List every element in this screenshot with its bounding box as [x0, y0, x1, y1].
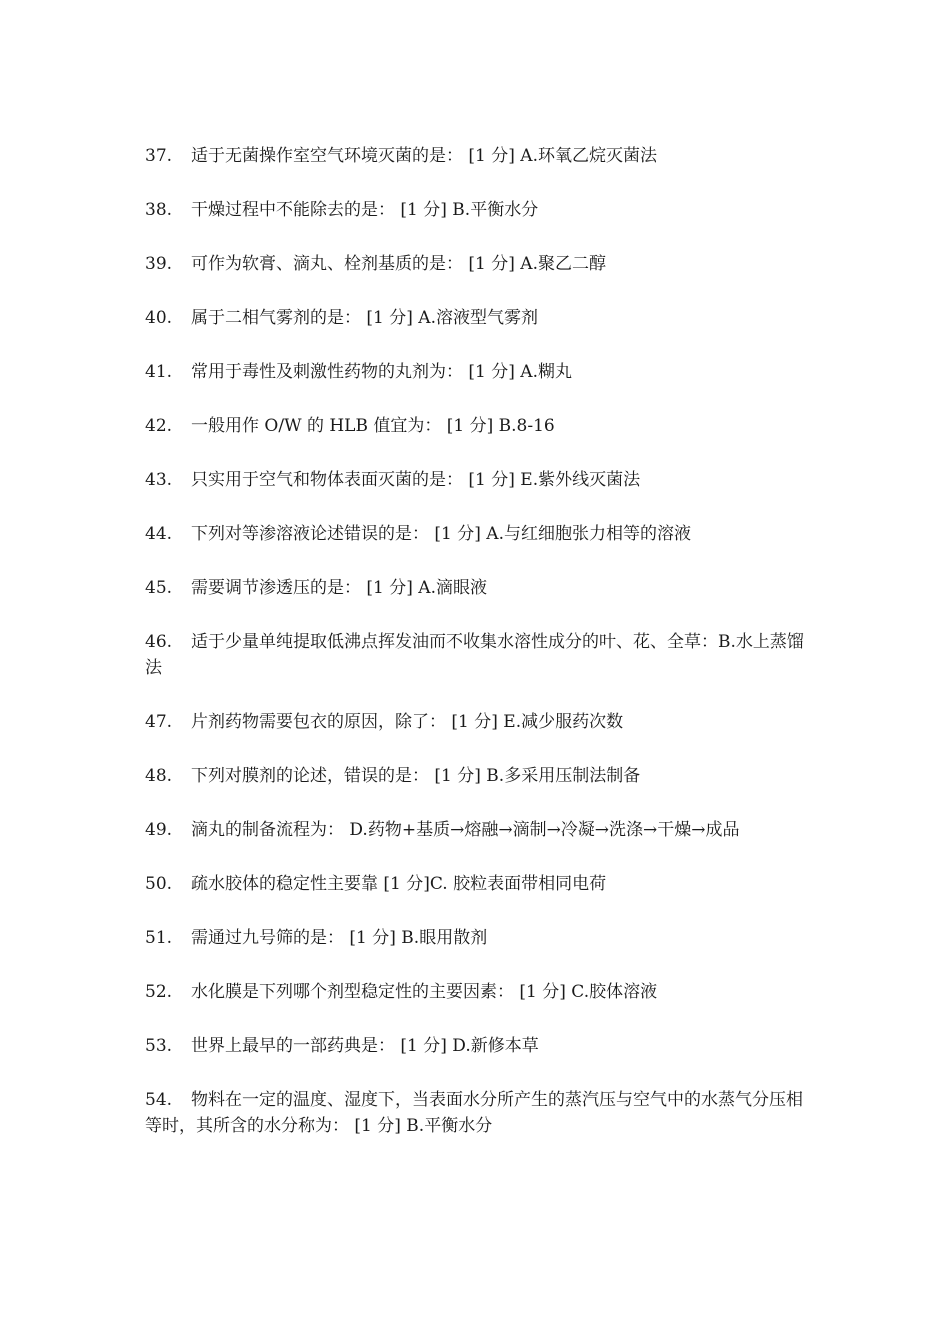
question-number: 44.	[145, 524, 173, 544]
question-item	[145, 251, 810, 277]
question-number: 42.	[145, 416, 173, 436]
question-number: 40.	[145, 308, 173, 328]
question-item	[145, 979, 810, 1005]
question-number: 41.	[145, 362, 173, 382]
question-item	[145, 763, 810, 789]
question-number: 50.	[145, 874, 173, 894]
question-number: 37.	[145, 146, 173, 166]
question-text: 一般用作 O/W 的 HLB 值宜为： [1 分] B.8-16	[191, 416, 555, 436]
question-text: 属于二相气雾剂的是： [1 分] A.溶液型气雾剂	[191, 308, 538, 328]
question-item	[145, 359, 810, 385]
question-text: 疏水胶体的稳定性主要靠 [1 分]C. 胶粒表面带相同电荷	[191, 874, 607, 894]
question-list	[145, 143, 810, 1167]
question-item	[145, 1033, 810, 1059]
question-number: 47.	[145, 712, 173, 732]
question-number: 46.	[145, 632, 173, 652]
question-number: 53.	[145, 1036, 173, 1056]
question-item	[145, 521, 810, 547]
question-item	[145, 467, 810, 493]
question-number: 54.	[145, 1090, 173, 1110]
question-text: 下列对膜剂的论述，错误的是： [1 分] B.多采用压制法制备	[191, 766, 641, 786]
question-item	[145, 575, 810, 601]
question-text: 下列对等渗溶液论述错误的是： [1 分] A.与红细胞张力相等的溶液	[191, 524, 691, 544]
question-text: 干燥过程中不能除去的是： [1 分] B.平衡水分	[191, 200, 539, 220]
question-text: 水化膜是下列哪个剂型稳定性的主要因素： [1 分] C.胶体溶液	[191, 982, 658, 1002]
question-number: 45.	[145, 578, 173, 598]
question-item	[145, 817, 810, 843]
question-text: 常用于毒性及刺激性药物的丸剂为： [1 分] A.糊丸	[191, 362, 572, 382]
question-text: 适于少量单纯提取低沸点挥发油而不收集水溶性成分的叶、花、全草：B.水上蒸馏法	[145, 632, 804, 678]
question-text: 世界上最早的一部药典是： [1 分] D.新修本草	[191, 1036, 539, 1056]
question-item	[145, 143, 810, 169]
question-number: 51.	[145, 928, 173, 948]
question-item	[145, 197, 810, 223]
question-number: 49.	[145, 820, 173, 840]
question-number: 38.	[145, 200, 173, 220]
question-number: 39.	[145, 254, 173, 274]
question-number: 48.	[145, 766, 173, 786]
question-text: 可作为软膏、滴丸、栓剂基质的是： [1 分] A.聚乙二醇	[191, 254, 606, 274]
question-item	[145, 629, 810, 681]
question-text: 需通过九号筛的是： [1 分] B.眼用散剂	[191, 928, 488, 948]
question-item	[145, 413, 810, 439]
question-item	[145, 709, 810, 735]
question-item	[145, 305, 810, 331]
question-text: 只实用于空气和物体表面灭菌的是： [1 分] E.紫外线灭菌法	[191, 470, 641, 490]
question-item	[145, 1087, 810, 1139]
question-number: 52.	[145, 982, 173, 1002]
question-text: 需要调节渗透压的是： [1 分] A.滴眼液	[191, 578, 487, 598]
question-text: 适于无菌操作室空气环境灭菌的是： [1 分] A.环氧乙烷灭菌法	[191, 146, 657, 166]
question-text: 滴丸的制备流程为： D.药物+基质→熔融→滴制→冷凝→洗涤→干燥→成品	[191, 820, 740, 840]
question-text: 物料在一定的温度、湿度下，当表面水分所产生的蒸汽压与空气中的水蒸气分压相等时，其所含的水分称为： [1 分] B.平衡水分	[145, 1090, 803, 1136]
question-number: 43.	[145, 470, 173, 490]
question-item	[145, 871, 810, 897]
question-text: 片剂药物需要包衣的原因，除了： [1 分] E.减少服药次数	[191, 712, 624, 732]
question-item	[145, 925, 810, 951]
